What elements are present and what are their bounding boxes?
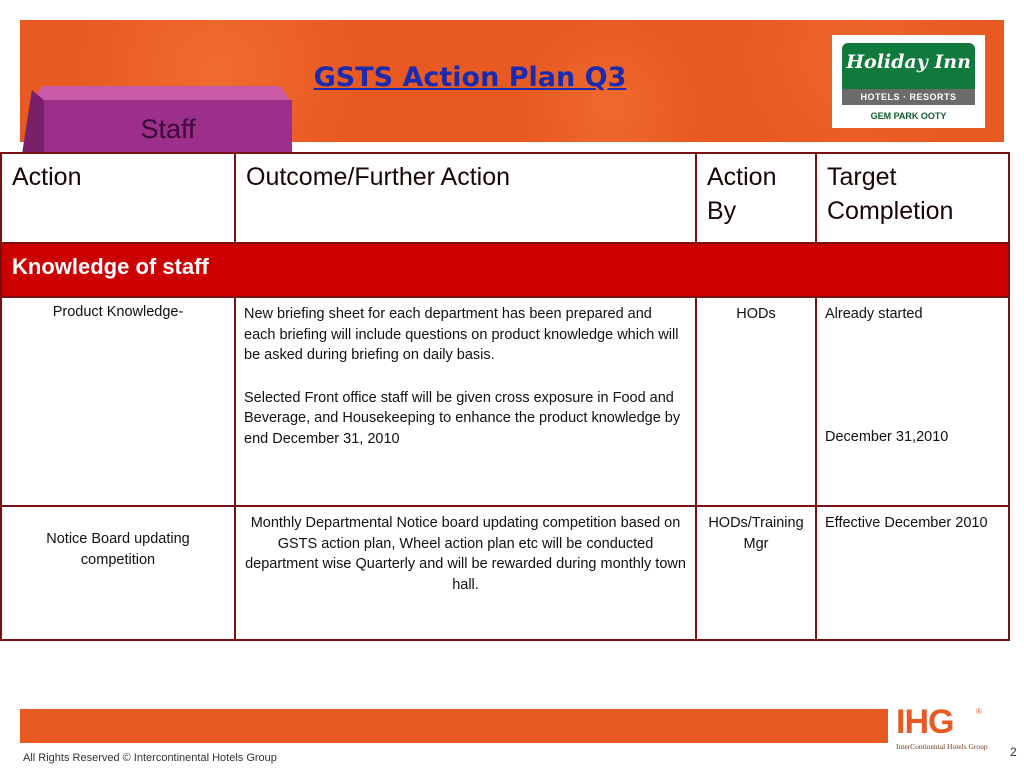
row2-action: Notice Board updating competition: [1, 506, 235, 640]
logo-location: GEM PARK OOTY: [870, 111, 947, 121]
ihg-mark: IHG: [896, 703, 954, 741]
row2-action-by: HODs/Training Mgr: [696, 506, 816, 640]
row1-action: Product Knowledge-: [1, 297, 235, 506]
slide-title: GSTS Action Plan Q3: [313, 62, 627, 93]
footer-band: [20, 709, 888, 743]
staff-tab-label: Staff: [140, 114, 196, 144]
holiday-inn-logo: [832, 35, 985, 128]
header-outcome: Outcome/Further Action: [235, 153, 696, 243]
ihg-logo: [896, 703, 1006, 753]
row1-outcome-paragraph-1: New briefing sheet for each department has been prepared and each briefing will include questions on product knowledge which will be asked during briefing on daily basis.: [244, 306, 679, 363]
footer-copyright: All Rights Reserved © Intercontinental Hotels Group: [23, 752, 277, 764]
row1-target-2: December 31,2010: [825, 428, 949, 445]
staff-tab-left-bevel: [22, 90, 44, 154]
row1-action-by: HODs: [696, 297, 816, 506]
logo-script-text: Holiday Inn: [846, 51, 971, 73]
row1-target: [816, 297, 1009, 506]
logo-subtitle: HOTELS · RESORTS: [842, 89, 975, 105]
row2-outcome: Monthly Departmental Notice board updating competition based on GSTS action plan, Wheel action plan etc will be conducted department wise Quarterly and will be rewarded during monthly town hall.: [235, 506, 696, 640]
row2-target: Effective December 2010: [816, 506, 1009, 640]
section-row: [1, 243, 1009, 297]
staff-tab-top-bevel: [32, 86, 290, 100]
table-row: [1, 506, 1009, 640]
row1-target-1: Already started: [825, 306, 923, 322]
logo-green-panel: [842, 43, 975, 95]
table-header-row: [1, 153, 1009, 243]
header-target-completion: Target Completion: [816, 153, 1009, 243]
section-title: Knowledge of staff: [1, 243, 1009, 297]
row1-outcome-paragraph-2: Selected Front office staff will be given cross exposure in Food and Beverage, and Housekeeping to enhance the product knowledge by end December 31, 2010: [244, 389, 681, 447]
page-number: 2: [1010, 745, 1017, 759]
staff-tab: [22, 86, 292, 154]
header-action: Action: [1, 153, 235, 243]
table-row: [1, 297, 1009, 506]
header-action-by: Action By: [696, 153, 816, 243]
ihg-company-name: InterContinental Hotels Group: [896, 742, 988, 751]
action-plan-table: [0, 152, 1010, 641]
row1-outcome: [235, 297, 696, 506]
registered-mark-icon: ®: [976, 707, 982, 716]
